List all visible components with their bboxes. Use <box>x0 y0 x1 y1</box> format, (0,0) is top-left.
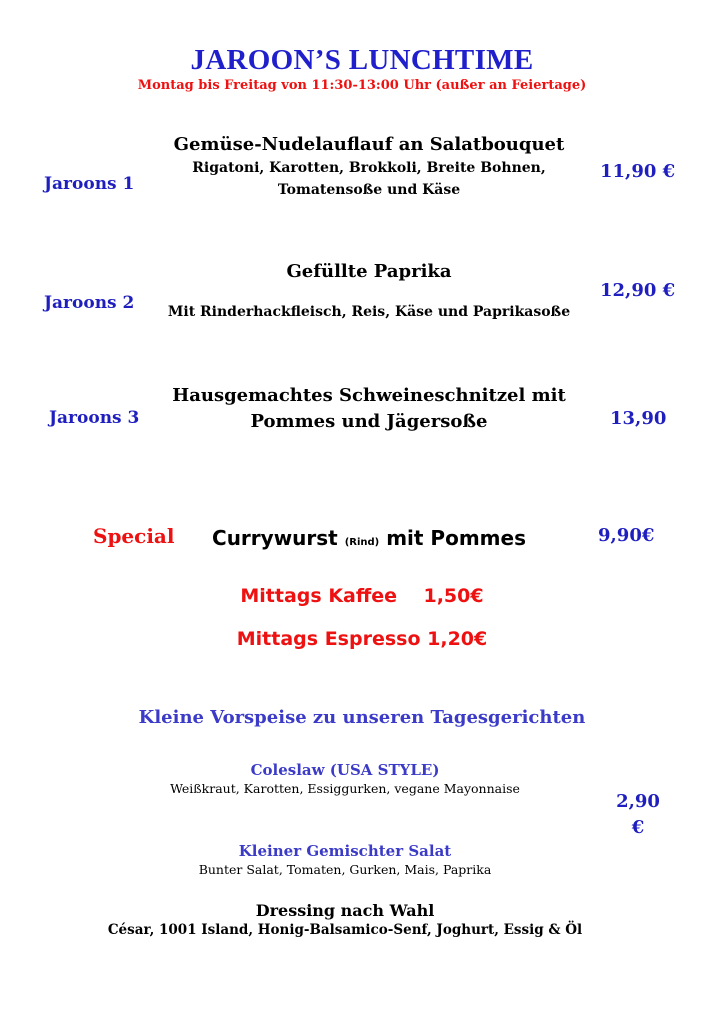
starters-section-title: Kleine Vorspeise zu unseren Tagesgerichten <box>138 707 586 728</box>
menu-item-desc-2: Mit Rinderhackfleisch, Reis, Käse und Paprikasoße <box>167 304 571 320</box>
starters-price <box>608 789 668 841</box>
dressing-desc: César, 1001 Island, Honig-Balsamico-Senf, Joghurt, Essig & Öl <box>107 922 583 938</box>
dressing-title: Dressing nach Wahl <box>255 901 435 920</box>
menu-item-price-2: 12,90 € <box>600 280 676 301</box>
starters-price-currency: € <box>631 817 645 838</box>
menu-item-title-3b: Pommes und Jägersoße <box>250 411 488 432</box>
special-dish-part1: Currywurst <box>212 526 345 550</box>
menu-title: JAROON’S LUNCHTIME <box>190 44 534 76</box>
menu-item-price-1: 11,90 € <box>600 161 676 182</box>
starter-title-1: Coleslaw (USA STYLE) <box>250 761 440 779</box>
special-price: 9,90€ <box>598 525 655 546</box>
special-dish-note: (Rind) <box>344 537 380 548</box>
starter-desc-2: Bunter Salat, Tomaten, Gurken, Mais, Paprika <box>198 862 492 877</box>
menu-item-price-3: 13,90 <box>610 408 667 429</box>
menu-item-desc-1a: Rigatoni, Karotten, Brokkoli, Breite Bohnen, <box>192 160 546 176</box>
starter-title-2: Kleiner Gemischter Salat <box>238 842 452 860</box>
menu-item-desc-1b: Tomatensoße und Käse <box>277 182 461 198</box>
menu-item-title-1: Gemüse-Nudelauflauf an Salatbouquet <box>173 134 565 155</box>
opening-hours: Montag bis Freitag von 11:30-13:00 Uhr (außer an Feiertage) <box>137 78 587 93</box>
starter-desc-1: Weißkraut, Karotten, Essiggurken, vegane Mayonnaise <box>170 781 520 796</box>
special-label: Special <box>93 524 175 548</box>
starters-price-amount: 2,90 <box>616 791 660 812</box>
menu-item-title-3a: Hausgemachtes Schweineschnitzel mit <box>172 385 566 406</box>
menu-item-label-1: Jaroons 1 <box>44 174 135 194</box>
special-dish-part2: mit Pommes <box>379 526 526 550</box>
drink-coffee: Mittags Kaffee 1,50€ <box>240 585 484 607</box>
drink-espresso: Mittags Espresso 1,20€ <box>236 628 488 650</box>
menu-item-title-2: Gefüllte Paprika <box>286 261 452 282</box>
menu-item-label-3: Jaroons 3 <box>49 408 140 428</box>
menu-item-label-2: Jaroons 2 <box>44 293 135 313</box>
special-dish <box>150 526 588 550</box>
